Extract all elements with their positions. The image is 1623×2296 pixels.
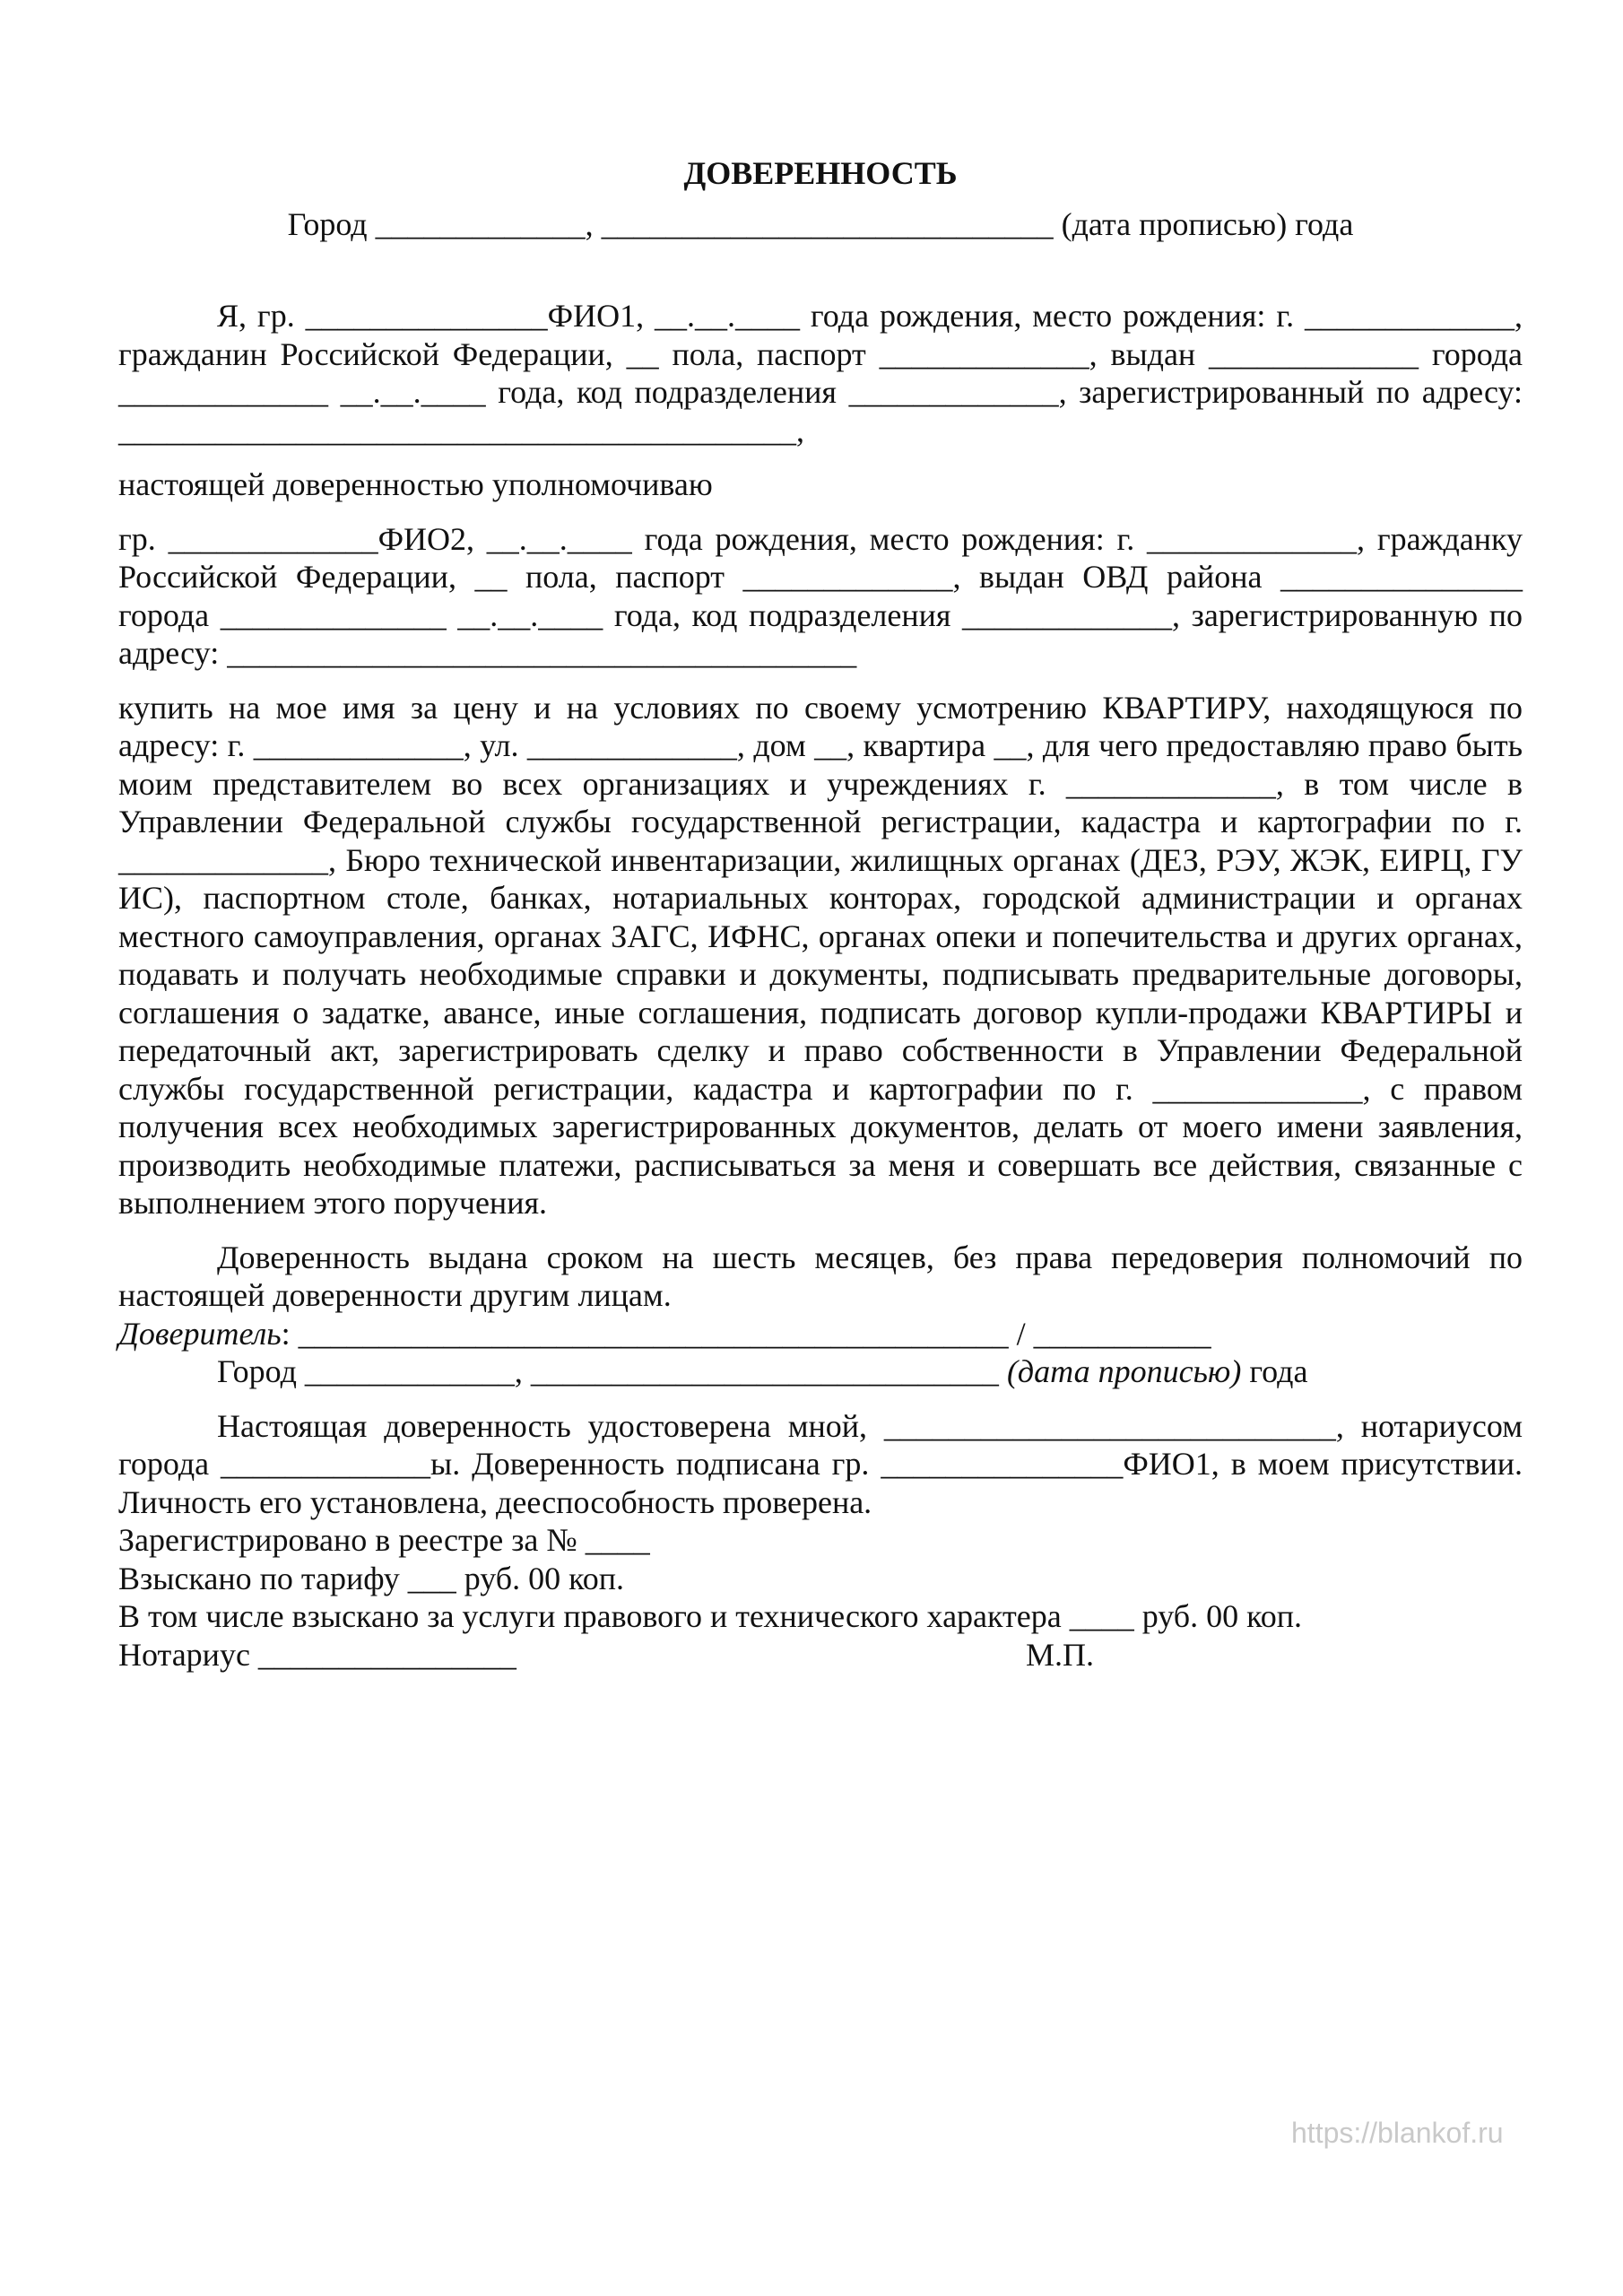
principal-signature-line: [118, 1315, 1523, 1353]
notary-signature-row: [118, 1636, 1523, 1674]
term-paragraph: Доверенность выдана сроком на шесть месяцев, без права передоверия полномочий по настоящей доверенности другим лицам.: [118, 1239, 1523, 1313]
powers-paragraph: купить на мое имя за цену и на условиях по своему усмотрению КВАРТИРУ, находящуюся по адресу: г. _____________, ул. _____________, дом __, квартира __, для чего предоставляю право быть моим представителем во всех организациях и учреждениях г. _____________, в том числе в Управлении Федеральной службы государственной регистрации, кадастра и картографии по г. _____________, Бюро технической инвентаризации, жилищных органах (ДЕЗ, РЭУ, ЖЭК, ЕИРЦ, ГУ ИС), паспортном столе, банках, нотариальных конторах, городской администрации и органах местного самоуправления, органах ЗАГС, ИФНС, органах опеки и попечительства и других органах, подавать и получать необходимые справки и документы, подписывать предварительные договоры, соглашения о задатке, авансе, иные соглашения, подписать договор купли-продажи КВАРТИРЫ и передаточный акт, зарегистрировать сделку и право собственности в Управлении Федеральной службы государственной регистрации, кадастра и картографии по г. _____________, с правом получения всех необходимых зарегистрированных документов, делать от моего имени заявления, производить необходимые платежи, расписываться за меня и совершать все действия, связанные с выполнением этого поручения.: [118, 689, 1523, 1221]
agent-paragraph: гр. _____________ФИО2, __.__.____ года рождения, место рождения: г. _____________, гражданку Российской Федерации, __ пола, паспорт _____________, выдан ОВД района _______________ города ______________ __.__.____ года, код подразделения _____________, зарегистрированную по адресу: _______________________________________: [118, 520, 1523, 671]
notary-date-italic: (дата прописью): [1006, 1353, 1242, 1389]
registry-line: Зарегистрировано в реестре за № ____: [118, 1522, 650, 1558]
principal-signature-blank: : ____________________________________________ / ___________: [281, 1315, 1211, 1352]
services-line: В том числе взыскано за услуги правового и технического характера ____ руб. 00 коп.: [118, 1598, 1303, 1634]
principal-paragraph: Я, гр. _______________ФИО1, __.__.____ года рождения, место рождения: г. _____________, гражданин Российской Федерации, __ пола, паспорт _____________, выдан _____________ города _____________ __.__.____ года, код подразделения _____________, зарегистрированный по адресу: __________________________________________,: [118, 298, 1523, 448]
certification-paragraph: Настоящая доверенность удостоверена мной, ____________________________, нотариусом города _____________ы. Доверенность подписана гр. _______________ФИО1, в моем присутствии. Личность его установлена, дееспособность проверена.: [118, 1407, 1523, 1520]
stamp-place: М.П.: [1026, 1636, 1095, 1673]
notary-city-prefix: Город _____________, _____________________________: [217, 1353, 1007, 1389]
notary-city-suffix: года: [1241, 1353, 1308, 1389]
tariff-line: Взыскано по тарифу ___ руб. 00 коп.: [118, 1560, 624, 1596]
principal-label: Доверитель: [118, 1315, 282, 1352]
authorize-line: настоящей доверенностью уполномочиваю: [118, 466, 713, 502]
document-body: [118, 154, 1523, 1674]
header-city-date-line: Город _____________, ____________________________ (дата прописью) года: [287, 205, 1354, 242]
document-title: ДОВЕРЕННОСТЬ: [683, 155, 958, 191]
watermark-url: https://blankof.ru: [1291, 2117, 1504, 2149]
notary-signature: Нотариус ________________: [118, 1636, 516, 1673]
notary-city-date-line: [118, 1352, 1523, 1391]
